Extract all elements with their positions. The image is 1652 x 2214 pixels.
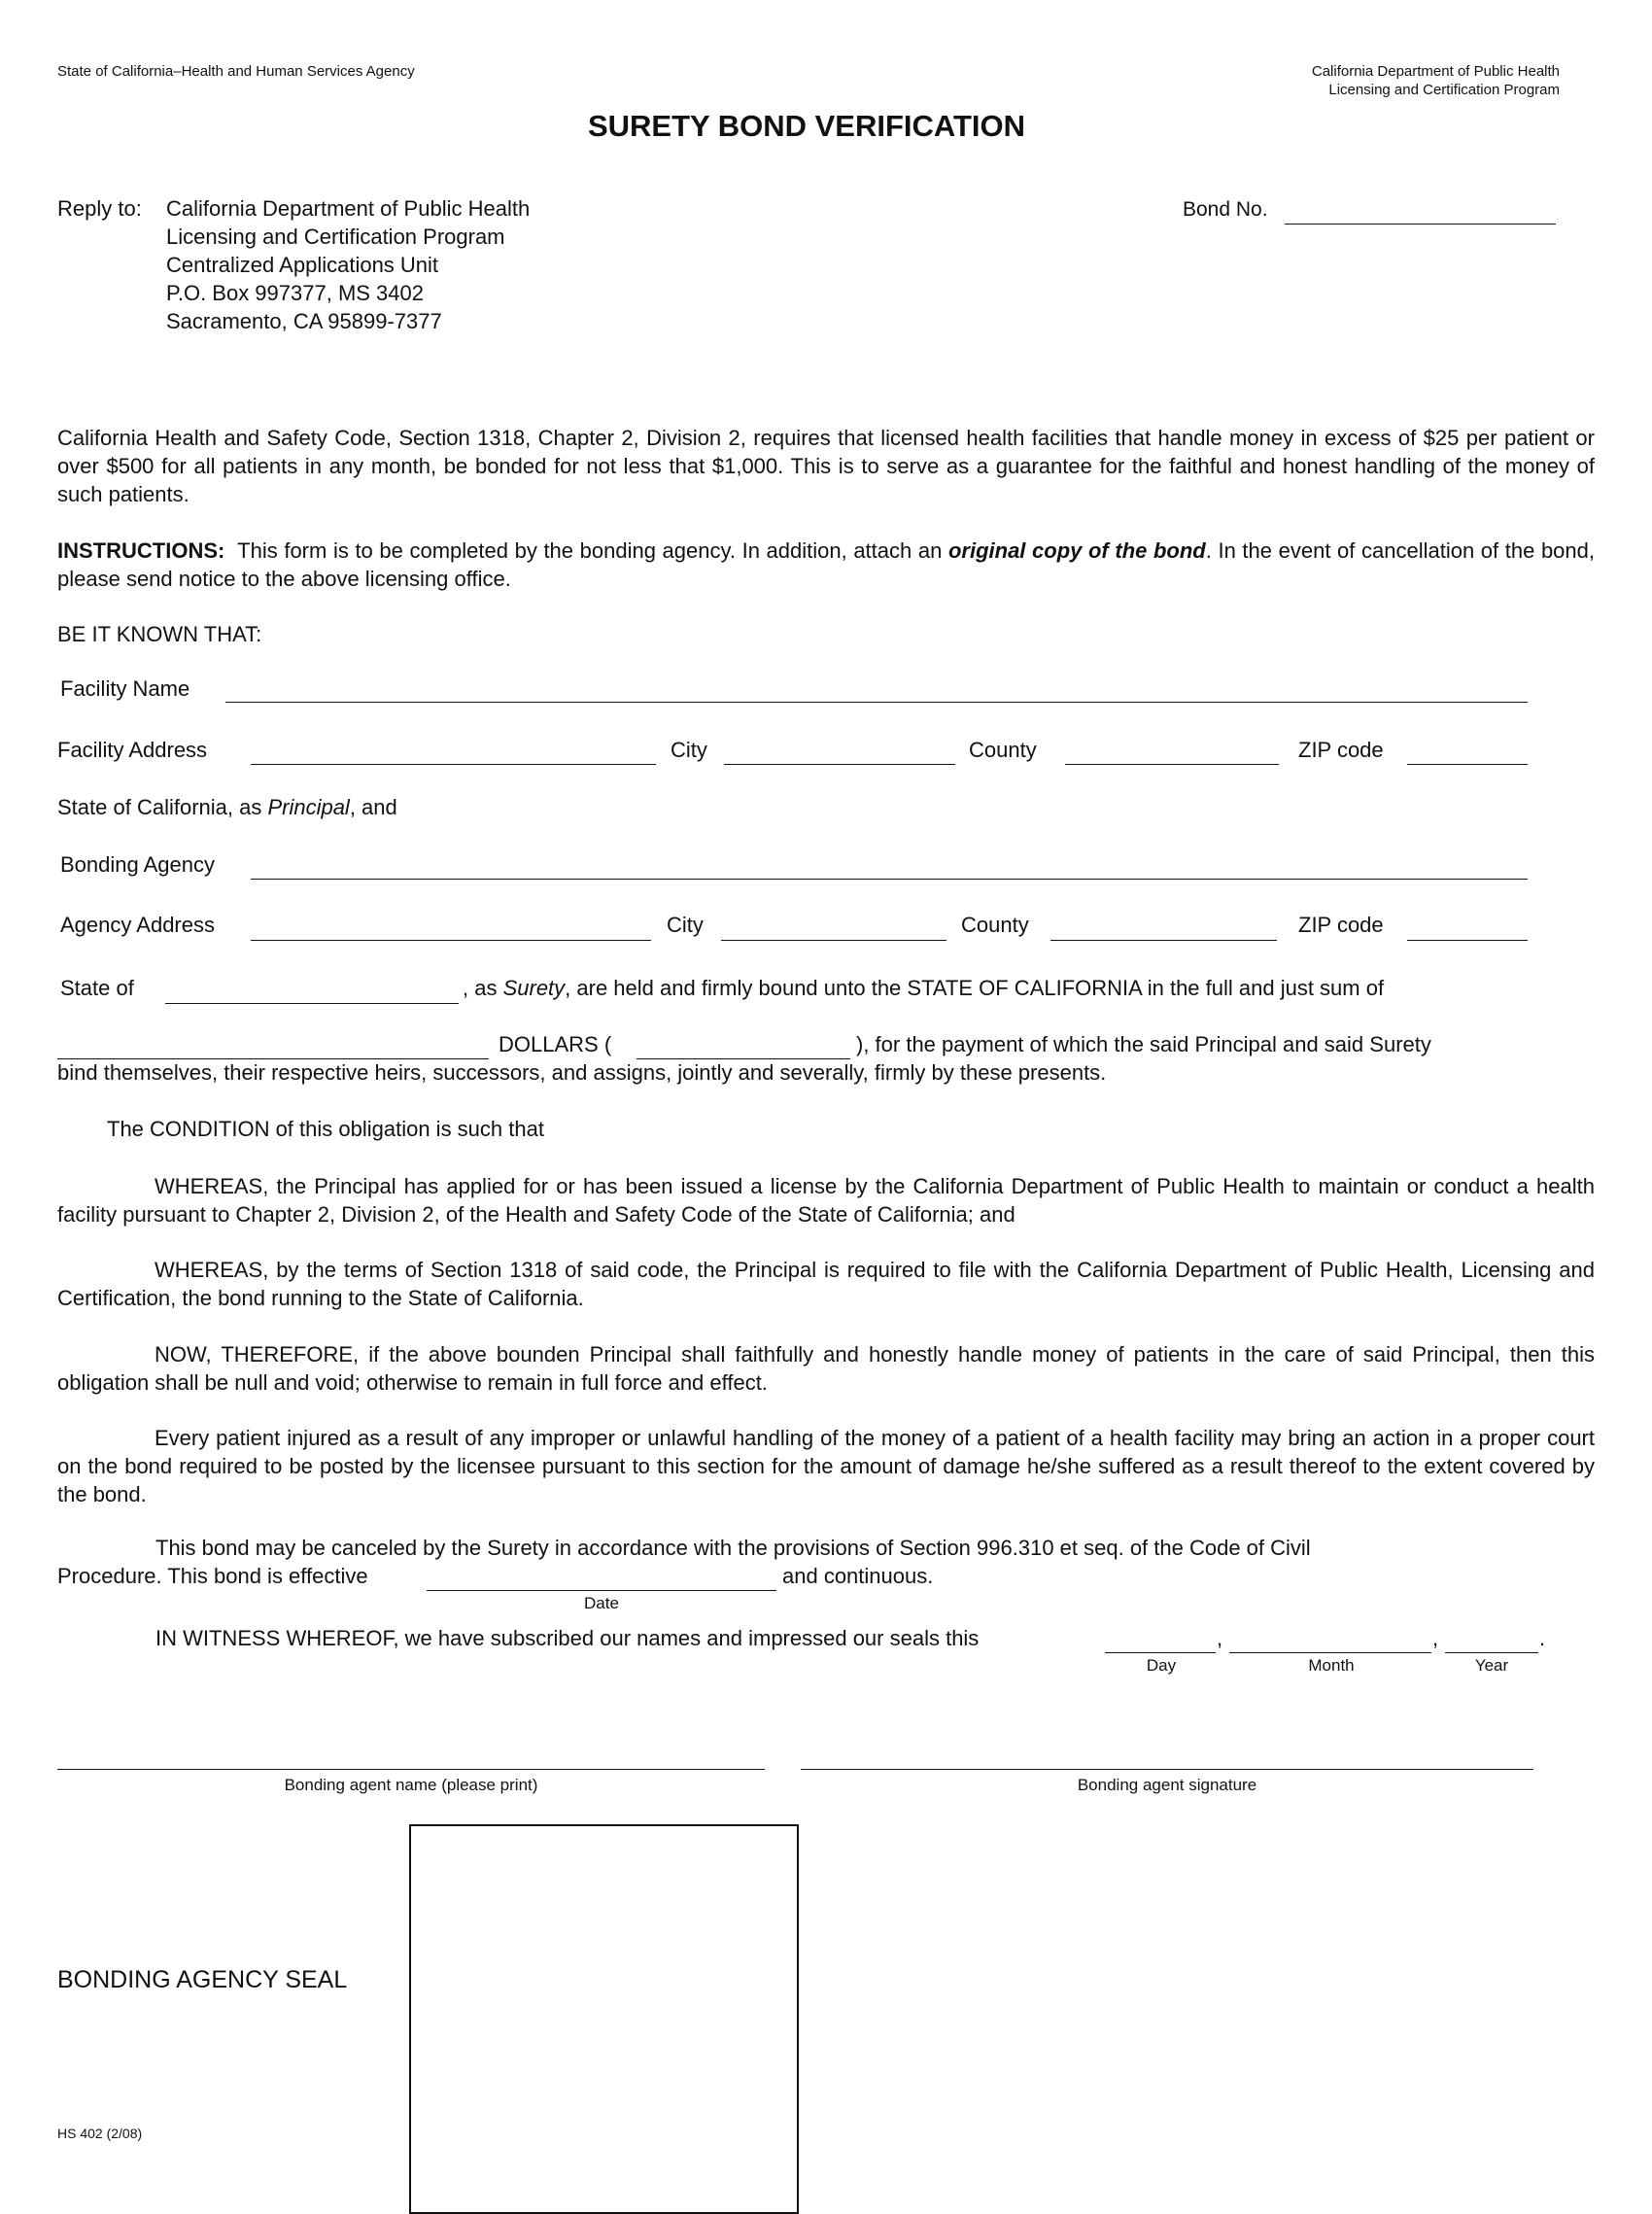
agent-name-caption: Bonding agent name (please print) [284,1776,538,1794]
header-program: Licensing and Certification Program [1328,82,1560,98]
amount-words-field[interactable] [57,1058,489,1059]
principal-statement: State of California, as Principal, and [57,795,397,819]
agency-county-field[interactable] [1050,940,1277,941]
cancel-line-1: This bond may be canceled by the Surety in accordance with the provisions of Section 996.310 et seq. of the Code of Civil [155,1536,1311,1560]
surety-state-field[interactable] [165,1003,459,1004]
form-id: HS 402 (2/08) [57,2126,143,2141]
seal-label: BONDING AGENCY SEAL [57,1966,348,1993]
whereas-paragraph-2: WHEREAS, by the terms of Section 1318 of said code, the Principal is required to file with the California Department of Public Health, Licensing and Certification, the bond running to the State of California. [57,1258,1595,1310]
address-line: Licensing and Certification Program [166,225,505,249]
reply-to-label: Reply to: [57,196,142,221]
agency-address-field[interactable] [251,940,651,941]
facility-county-label: County [969,738,1037,762]
agency-address-label: Agency Address [60,913,215,937]
liability-paragraph: Every patient injured as a result of any improper or unlawful handling of the money of a patient of a health facility may bring an action in a proper court on the bond required to be posted by the licensee pursuant to this section for the amount of damage he/she suffered as a result thereof to the extent covered by the bond. [57,1426,1595,1506]
month-caption: Month [1308,1656,1355,1675]
facility-name-field[interactable] [225,702,1528,703]
amount-numeric-field[interactable] [637,1058,850,1059]
cancel-line-2: Procedure. This bond is effective [57,1564,368,1588]
agent-signature-field[interactable] [801,1769,1533,1770]
facility-name-label: Facility Name [60,676,190,701]
agency-zip-label: ZIP code [1298,913,1384,937]
state-of-label: State of [60,976,134,1000]
period: . [1539,1626,1546,1650]
address-line: California Department of Public Health [166,196,531,221]
whereas-paragraph-1: WHEREAS, the Principal has applied for or has been issued a license by the California Department of Public Health to maintain or conduct a health facility pursuant to Chapter 2, Division 2, of the Health and Safety Code of the State of California; and [57,1174,1595,1227]
instructions-label: INSTRUCTIONS: [57,538,225,563]
facility-city-label: City [671,738,707,762]
therefore-paragraph: NOW, THEREFORE, if the above bounden Principal shall faithfully and honestly handle money of patients in the care of said Principal, then this obligation shall be null and void; otherwise to remain in full force and effect. [57,1342,1595,1395]
header-department: California Department of Public Health [1311,63,1560,80]
address-line: Centralized Applications Unit [166,253,439,277]
facility-zip-label: ZIP code [1298,738,1384,762]
bond-no-label: Bond No. [1183,198,1268,221]
facility-address-field[interactable] [251,764,656,765]
bonding-agency-label: Bonding Agency [60,852,216,877]
cancel-line-2-end: and continuous. [782,1564,934,1588]
instructions-emphasis: original copy of the bond [947,538,1206,563]
dollars-label: DOLLARS ( [499,1032,612,1056]
reply-to-address [166,194,530,335]
facility-county-field[interactable] [1065,764,1279,765]
address-line: P.O. Box 997377, MS 3402 [166,281,424,305]
facility-zip-field[interactable] [1407,764,1528,765]
agency-city-label: City [667,913,704,937]
date-caption: Date [584,1594,619,1612]
agency-county-label: County [961,913,1029,937]
address-line: Sacramento, CA 95899-7377 [166,309,442,333]
agency-city-field[interactable] [721,940,946,941]
header-agency: State of California–Health and Human Services Agency [57,63,415,80]
facility-address-label: Facility Address [57,738,208,762]
agent-name-field[interactable] [57,1769,765,1770]
comma: , [1217,1626,1223,1650]
bind-statement: bind themselves, their respective heirs, successors, and assigns, jointly and severally, firmly by these presents. [57,1060,1107,1085]
instructions-text: This form is to be completed by the bonding agency. In addition, attach an [237,538,943,563]
day-caption: Day [1146,1656,1177,1675]
comma: , [1432,1626,1439,1650]
seal-box[interactable] [409,1824,799,2214]
bonding-agency-field[interactable] [251,879,1528,880]
effective-date-field[interactable] [427,1590,776,1591]
instructions-text-2: . In the event of cancellation of the bond, please send notice to the above licensing office. [57,538,1596,591]
witness-day-field[interactable] [1105,1652,1216,1653]
bond-no-field[interactable] [1285,224,1556,225]
condition-heading: The CONDITION of this obligation is such that [107,1117,544,1141]
instructions-paragraph [57,536,1595,593]
page-title: SURETY BOND VERIFICATION [587,109,1026,143]
agency-zip-field[interactable] [1407,940,1528,941]
surety-statement: , as Surety, are held and firmly bound unto the STATE OF CALIFORNIA in the full and just sum of [463,976,1385,1000]
agent-signature-caption: Bonding agent signature [1077,1776,1257,1794]
witness-year-field[interactable] [1445,1652,1538,1653]
year-caption: Year [1474,1656,1509,1675]
be-it-known: BE IT KNOWN THAT: [57,622,262,646]
facility-city-field[interactable] [724,764,955,765]
witness-statement: IN WITNESS WHEREOF, we have subscribed our names and impressed our seals this [155,1626,980,1650]
intro-paragraph: California Health and Safety Code, Section 1318, Chapter 2, Division 2, requires that licensed health facilities that handle money in excess of $25 per patient or over $500 for all patients in any month, be bonded for not less that $1,000. This is to serve as a guarantee for the faithful and honest handling of the money of such patients. [57,426,1595,506]
witness-month-field[interactable] [1229,1652,1431,1653]
dollars-statement: ), for the payment of which the said Principal and said Surety [856,1032,1431,1056]
